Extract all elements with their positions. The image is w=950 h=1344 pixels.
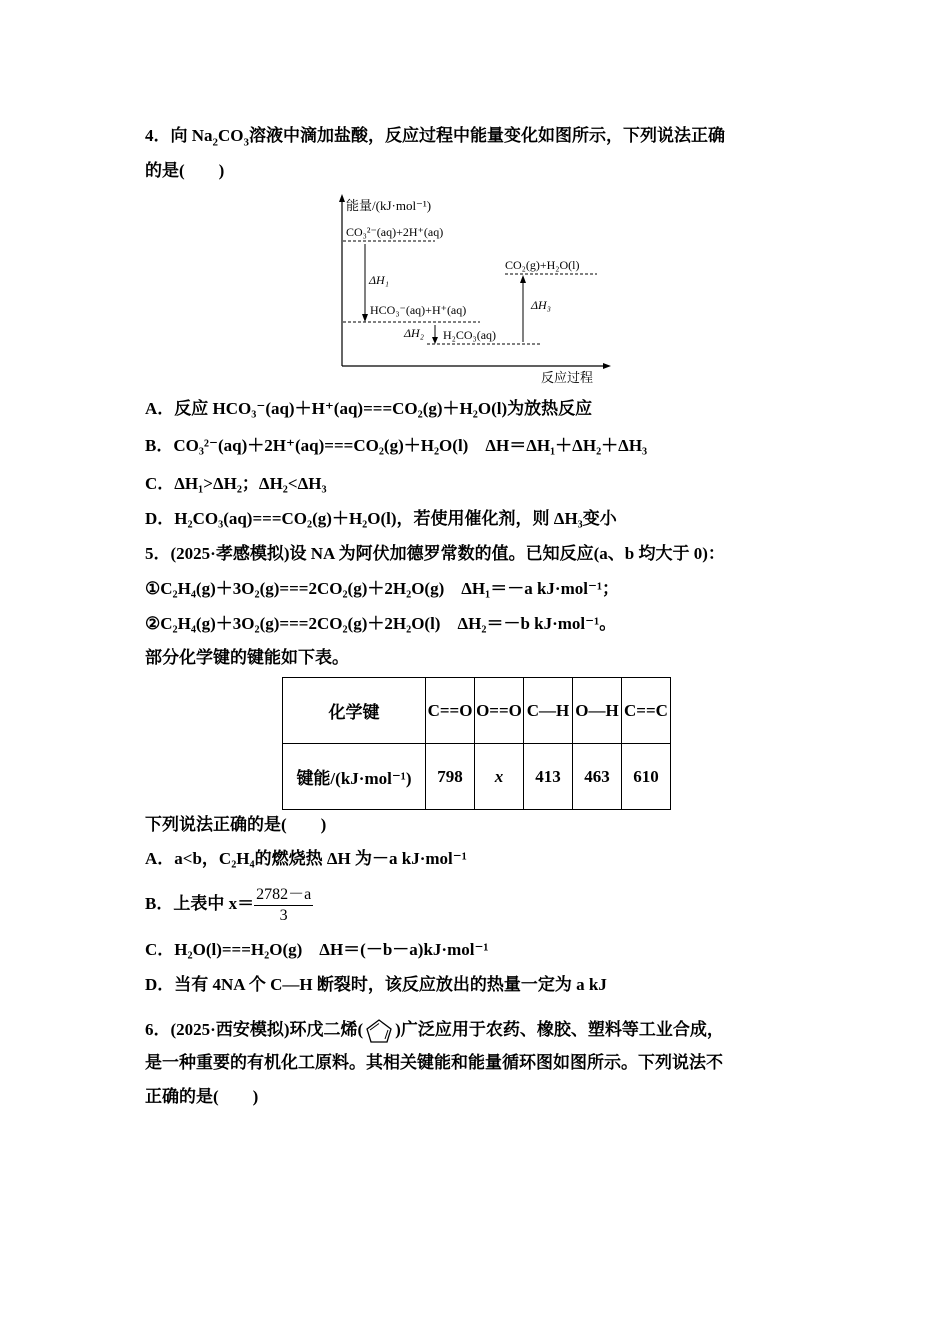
q6-line3: 正确的是( ): [145, 1087, 259, 1106]
q4-stem-line1: 4．向 $Na_2CO_3$溶液中滴加盐酸，反应过程中能量变化如图所示，下列说法正确: [145, 126, 726, 149]
q4-option-b[interactable]: B．CO₃²⁻(aq)＋2H⁺(aq)===CO₂(g)＋H₂O(l) ΔH＝ΔH₁＋ΔH₂＋ΔH₃: [145, 436, 648, 455]
q5-option-a[interactable]: A．a<b，C₂H₄的燃烧热 ΔH 为－a kJ·mol⁻¹: [145, 849, 467, 868]
dh3-label: ΔH₃: [531, 298, 551, 312]
cyclopentadiene-structure-icon: [363, 1017, 395, 1045]
q5-option-d[interactable]: D．当有 4NA 个 C—H 断裂时，该反应放出的热量一定为 a kJ: [145, 975, 607, 994]
q6-line1-pre: 6．(2025·西安模拟)环戊二烯(: [145, 1019, 364, 1039]
bond-cell: C—H: [524, 678, 573, 744]
bond-cell: O==O: [475, 678, 524, 744]
q5-table-intro: 部分化学键的键能如下表。: [145, 648, 349, 667]
dh1-label: ΔH₁: [369, 273, 389, 287]
q5-eq1: ①C₂H₄(g)＋3O₂(g)===2CO₂(g)＋2H₂O(g) ΔH₁＝－a kJ·mol⁻¹；: [145, 579, 620, 598]
level-right-label: CO₂(g)+H₂O(l): [505, 258, 580, 272]
value-cell: x: [475, 744, 524, 810]
level-top-label: CO₃²⁻(aq)+2H⁺(aq): [346, 225, 444, 239]
dh2-label: ΔH₂: [404, 326, 424, 340]
value-cell: 463: [573, 744, 622, 810]
level-mid-label: HCO₃⁻(aq)+H⁺(aq): [370, 303, 467, 317]
q4-option-a[interactable]: A．反应 HCO₃⁻(aq)＋H⁺(aq)===CO₂(g)＋H₂O(l)为放热反应: [145, 399, 593, 418]
energy-diagram: [335, 192, 615, 387]
fraction-denominator: 3: [279, 906, 288, 924]
x-axis-label: 反应过程: [541, 370, 594, 385]
q5-question: 下列说法正确的是( ): [145, 815, 327, 834]
bond-cell: O—H: [573, 678, 622, 744]
q6-line1-post: )广泛应用于农药、橡胶、塑料等工业合成，: [395, 1019, 724, 1039]
q4-option-d[interactable]: D．H₂CO₃(aq)===CO₂(g)＋H₂O(l)，若使用催化剂，则 ΔH₃变小: [145, 509, 617, 528]
level-low-label: H₂CO₃(aq): [443, 328, 497, 342]
q4-option-c[interactable]: C．ΔH₁>ΔH₂；ΔH₂<ΔH₃: [145, 474, 327, 493]
q5-option-b-text: B．上表中 x＝: [145, 894, 255, 913]
q5-option-c[interactable]: C．H₂O(l)===H₂O(g) ΔH＝(－b－a)kJ·mol⁻¹: [145, 940, 489, 959]
table-header-label: 化学键: [283, 678, 426, 744]
q6-line2: 是一种重要的有机化工原料。其相关键能和能量循环图如图所示。下列说法不: [145, 1053, 723, 1072]
value-cell: 610: [622, 744, 671, 810]
y-axis-label: 能量/(kJ·mol⁻¹): [346, 198, 432, 213]
q6-line1: [145, 1017, 724, 1045]
value-cell: 798: [426, 744, 475, 810]
fraction: [254, 885, 313, 926]
bond-cell: C==C: [622, 678, 671, 744]
table-row-label: 键能/(kJ·mol⁻¹): [283, 744, 426, 810]
value-cell: 413: [524, 744, 573, 810]
q4-stem-line2: 的是( ): [145, 161, 225, 180]
bond-cell: C==O: [426, 678, 475, 744]
bond-energy-table: [282, 677, 671, 810]
q5-option-b[interactable]: [145, 880, 313, 928]
q5-stem: 5．(2025·孝感模拟)设 NA 为阿伏加德罗常数的值。已知反应(a、b 均大于 0)：: [145, 544, 725, 563]
q5-eq2: ②C₂H₄(g)＋3O₂(g)===2CO₂(g)＋2H₂O(l) ΔH₂＝－b kJ·mol⁻¹。: [145, 614, 617, 633]
fraction-numerator: 2782－a: [254, 885, 313, 906]
